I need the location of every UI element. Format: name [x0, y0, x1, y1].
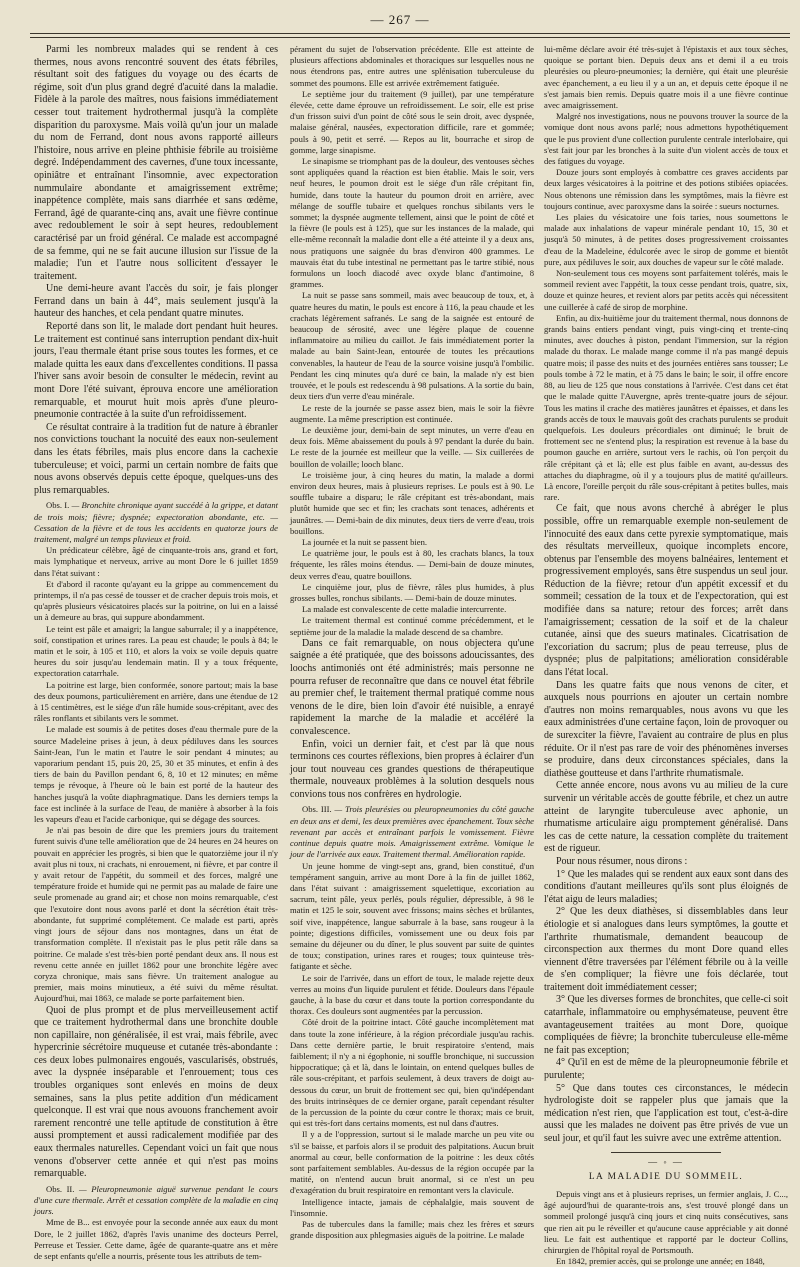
paragraph: Il y a de l'oppression, surtout si le malade marche un peu vite ou s'il se baisse, et parfois alors il se produit des palpitations. Aucun bruit anormal au cœur, belle conformation de la poitrine : les deux côtés sont parfaitement semblables. Au-dessus de la région occupée par la matité, on n'entend aucun bruit anormal, si ce n'est un peu d'exagération du bruit respiratoire en remontant vers la clavicule.	[290, 1129, 534, 1196]
observation-title: — Pleuropneumonie aiguë survenue pendant le cours d'une cure thermale. Arrêt et cessation complète de la maladie en cinq jours.	[34, 1183, 278, 1217]
column-2	[290, 44, 534, 1241]
observation-title: — Trois pleurésies ou pleuropneumonies du côté gauche en deux ans et demi, les deux premières avec épanchement. Toux sèche revenant par accès et entraînant parfois le vomissement. Fièvre continue depuis quatre mois. Amaigrissement extrême. Vomique le jour de l'arrivée aux eaux. Traitement thermal. Amélioration rapide.	[290, 804, 534, 860]
header-rule-thin	[30, 37, 790, 38]
paragraph: lui-même déclare avoir été très-sujet à l'épistaxis et aux toux sèches, quoique se portant bien. Depuis deux ans et demi il a eu trois pleurésies ou pleuro-pneumonies; la dernière, qui était une pleurésie avec épanchement, a eu lieu il y a un an, et depuis cette époque il ne s'est jamais bien remis. Depuis quatre mois il a une fièvre continue avec amaigrissement.	[544, 44, 788, 111]
paragraph: Depuis vingt ans et à plusieurs reprises, un fermier anglais, J. C..., âgé aujourd'hui de quarante-trois ans, s'est trouvé plongé dans un sommeil prolongé jusqu'à cinq jours et cinq nuits consécutives, sans que rien ait pu le réveiller et qu'aucune cause appréciable y ait donné lieu. Le fait est authentique et rapporté par le docteur Collins, chirurgien de l'hôpital royal de Portsmouth.	[544, 1189, 788, 1256]
observation-label: Obs. I.	[46, 500, 70, 511]
column-3	[544, 44, 788, 1267]
paragraph: Le teint est pâle et amaigri; la langue saburrale; il y a inappétence, soif, constipation et urines rares. La peau est chaude; le pouls à 84; le matin et le soir, à 105 et 110, et alors la voix se voile depuis quatre heures du soir jusqu'au lendemain matin. Il y a toux fréquente, expectoration catarrhale.	[34, 623, 278, 679]
paragraph: Pour nous résumer, nous dirons :	[556, 855, 688, 867]
section-divider	[611, 1152, 721, 1153]
column-1	[34, 44, 279, 1262]
observation-title: — Bronchite chronique ayant succédé à la grippe, et datant de trois mois; fièvre; dyspnée; expectoration abondante, etc. — Cessation de la fièvre et de tous les accidents en quatorze jours de traitement, malgré un temps pluvieux et froid.	[34, 500, 279, 544]
paragraph: Parmi les nombreux malades qui se rendent à ces thermes, nous avons rencontré souvent des états fébriles, résultant soit des fatigues du voyage ou des écarts de régime, soit d'un plus grand degré d'acuité dans la maladie. Fidèle à la parole des maîtres, nous faisions immédiatement cesser tout traitement hydrothermal jusqu'à la complète disparition du paroxysme. Mais voilà qu'un jour un malade du nom de Ferrand, dont nous avons rapporté ailleurs l'histoire, nous arrive en pleine phthisie fébrile au troisième degré. Indépendamment des cavernes, d'une toux incessante, opiniâtre et entraînant l'insomnie, avec expectoration nummulaire abondante et amaigrissement extrême; inappétence complète, mais sans diarrhée et sans œdème, Ferrand, âgé de quarante-cinq ans, avait une fièvre continue avec redoublement le soir à sept heures, redoublement caractérisé par un froid général. Ce malade est accompagné de sa femme, qui ne se fait aucune illusion sur l'issue de la maladie; l'un et l'autre nous sollicitent d'essayer le traitement.	[34, 44, 278, 282]
paragraph: Enfin, au dix-huitième jour du traitement thermal, nous donnons de grands bains entiers pendant vingt, puis vingt-cinq et trente-cinq minutes, avec douches à piston, pendant l'immersion, sur la région malade du thorax. Le malade mange comme il n'a pas mangé depuis quatre mois; il passe des nuits et des journées entières sans tousser; Le pouls tombe à 72 le matin, et à 75 dans le bain; le soir, il offre encore 88, au lieu de 125 que nous constations à l'arrivée. C'est dans cet état que le malade quitte l'Auvergne, après trente-quatre jours de séjour. Tous les matins il crache des matières jaunâtres et épaisses, et dans les grands accès de toux le mauvais goût des crachats purulents se produit quelquefois. Les douleurs précordiales ont diminué; le bruit de frottement sec ne s'entend plus; la respiration est revenue à la base du poumon gauche en arrière, surtout vers le rachis, où l'on perçoit du râle crépitant çà et là; elle est plus faible en avant, au-dessus des attaches du diaphragme, où il y a toujours plus de matité qu'ailleurs. Là encore, l'oreille perçoit du râle sous-crépitant à petites bulles, mais rare.	[544, 312, 788, 503]
paragraph: Côté droit de la poitrine intact. Côté gauche incomplètement mat dans toute la zone inférieure, à la région précordiale jusqu'au rachis. Dans cette dernière partie, le bruit respiratoire s'entend, mais faiblement; il n'y a ni égophonie, ni souffle bronchique, ni succussion hippocratique; çà et là, dans le lointain, on entend quelques bulles de râle sous-crépitant, et parfois seulement, à deux travers de doigt au-dessous du cœur, un bruit de frottement sec qui, bien qu'indépendant des bruits intrinsèques de ce dernier organe, paraît cependant résulter de la percussion de la pointe du cœur contre le thorax; mais ce bruit, qui est très-fort dans certains moments, est nul dans d'autres.	[290, 1017, 534, 1129]
paragraph: En 1842, premier accès, qui se prolonge une année; en 1848,	[556, 1256, 765, 1267]
paragraph: Un jeune homme de vingt-sept ans, grand, bien constitué, d'un tempérament sanguin, arrive au mont Dore à la fin de juillet 1862, dans l'état suivant : amaigrissement squelettique, excoriation au sacrum, teint pâle, yeux perlés, pouls régulier, dépressible, à 98 le matin et 125 le soir, souvent avec frissons; mains sèches et brûlantes, soif vive, inappétence, langue saburrale à la base, sans rougeur à la pointe; digestions difficiles, vomissement une ou deux fois par semaine du déjeuner ou du dîner, le plus souvent par suite de quintes de toux; constipation, urines rares et rouges; toux quinteuse très-fatigante et sèche.	[290, 860, 534, 972]
paragraph: Ce fait, que nous avons cherché à abréger le plus possible, offre un remarquable exemple non-seulement de l'innocuité des eaux dans cette pyrexie symptomatique, mais des résultats merveilleux, quoique incomplets encore, obtenus par l'ensemble des moyens balnéaires, lentement et progressivement employés, sans être suspendus un seul jour. Réduction de la fièvre; retour d'un appétit excessif et du sommeil; cessation de la toux et de l'expectoration, qui est modifiée dans sa nature; retour des forces; arrêt dans l'amaigrissement; cessation de la soif et de la chaleur cutanée, ainsi que des sueurs matinales. Cicatrisation de l'excoriation du sacrum; plus de peau terreuse, plus de dyspnée; plus de palpitations; amélioration considérable dans l'état local.	[544, 503, 788, 679]
paragraph: Non-seulement tous ces moyens sont parfaitement tolérés, mais le sommeil revient avec l'appétit, la toux cesse pendant trois, quatre, six, douze et quinze heures, et revient alors par petits accès qui nécessitent une cuillerée à café de sirop de morphine.	[544, 268, 788, 312]
paragraph: Cette année encore, nous avons vu au milieu de la cure survenir un véritable accès de goutte fébrile, et chez un autre atteint de laryngite tuberculeuse avec aphonie, un rhumatisme articulaire aigu promptement généralisé. Dans les cas de cette nature, la cessation complète du traitement est de rigueur.	[544, 780, 788, 855]
paragraph: pérament du sujet de l'observation précédente. Elle est atteinte de plusieurs affections abdominales et thoraciques sur lesquelles nous ne nous étendrons pas, entre autres une splénisation tuberculeuse du sommet des poumons. Elle est arrivée extrêmement fatiguée.	[290, 44, 534, 88]
paragraph: La malade est convalescente de cette maladie intercurrente.	[302, 604, 507, 615]
paragraph: 5° Que dans toutes ces circonstances, le médecin hydrologiste doit se rappeler plus que jamais que la médication n'est rien, que l'application est tout, c'est-à-dire aussi que les malades ne doivent pas être privés de vue un seul jour, et qu'il faut les suivre avec une extrême attention.	[544, 1082, 788, 1145]
paragraph: Le deuxième jour, demi-bain de sept minutes, un verre d'eau en deux fois. Même abaissement du pouls à 97 pendant la durée du bain. Le reste de la journée est meilleur que la veille. — Six cuillerées de bouillon de volaille; looch blanc.	[290, 424, 534, 469]
paragraph: Le soir de l'arrivée, dans un effort de toux, le malade rejette deux verres au moins d'un liquide purulent et fétide. Douleurs dans l'épaule gauche, à la base du cœur et dans toute la portion correspondante du thorax. Ces douleurs sont augmentées par la percussion.	[290, 972, 534, 1017]
paragraph: 3° Que les diverses formes de bronchites, que celle-ci soit catarrhale, inflammatoire ou emphysémateuse, peuvent être avantageusement traitées au mont Dore, quoique compliquées de fièvre; la bronchite tuberculeuse elle-même ne fait pas exception;	[544, 994, 788, 1056]
paragraph: Une demi-heure avant l'accès du soir, je fais plonger Ferrand dans un bain à 44°, mais seulement jusqu'à la hauteur des hanches, et cela pendant quatre minutes.	[34, 283, 278, 320]
section-ornament: — ◦ —	[648, 1156, 684, 1167]
paragraph: Quoi de plus prompt et de plus merveilleusement actif que ce traitement hydrothermal dans une bronchite double non capillaire, non généralisée, il est vrai, mais fébrile, avec hypercrinie sécrétoire muqueuse et cutanée très-abondante : ces deux lobes pulmonaires engoués, vascularisés, obstrués, avec la dyspnée inséparable et l'enrouement; tous ces troubles organiques sont enlevés en moins de deux semaines, sans la plus petite addition d'un médicament quelconque. Il est vrai que nous avouons franchement avoir rarement rencontré une telle aptitude de constitution à être aussi promptement et aussi radicalement modifiée par des eaux thermales naturelles. Cependant voici un fait que nous venons d'observer cette année et qui n'est pas moins remarquable.	[34, 1004, 278, 1180]
paragraph: Les plaies du vésicatoire une fois taries, nous soumettons le malade aux inhalations de vapeur minérale pendant 10, 15, 30 et jusqu'à 50 minutes, à de petites doses progressivement croissantes d'eau de la Madeleine, édulcorée avec le sirop de gomme et bientôt pure, aux pédiluves le soir, aux douches de vapeur sur le côté malade.	[544, 212, 788, 267]
paragraph: Et d'abord il raconte qu'ayant eu la grippe au commencement du printemps, il n'a pas cessé de tousser et de cracher depuis trois mois, et qu'après plusieurs vésicatoires placés sur la poitrine, on lui en a laissé un à demeure au bras, qui suppure abondamment.	[34, 578, 278, 623]
paragraph: Le quatrième jour, le pouls est à 80, les crachats blancs, la toux fréquente, les râles moins étendus. — Demi-bain de douze minutes, deux verres d'eau, quatre bouillons.	[290, 548, 534, 581]
paragraph: Dans ce fait remarquable, on nous objectera qu'une saignée a été pratiquée, que des boissons adoucissantes, des loochs antimoniés ont été administrés; mais personne ne pourra refuser de reconnaître que dans ce nouvel état fébrile au premier chef, le traitement thermal pratiqué comme nous venons de le dire, bien loin d'avoir été nuisible, a enrayé rapidement la marche de la maladie et accéléré la convalescence.	[290, 637, 534, 737]
paragraph: Enfin, voici un dernier fait, et c'est par là que nous terminons ces courtes réflexions, bien propres à éclairer d'un jour tout nouveau ces grandes questions de thérapeutique thermale, nouveaux problèmes à la solution desquels nous convions tous nos confrères en hydrologie.	[290, 738, 534, 800]
header-rule	[30, 33, 790, 34]
observation-heading	[34, 500, 278, 545]
observation-label: Obs. III.	[302, 804, 332, 815]
section-title: LA MALADIE DU SOMMEIL.	[588, 1171, 744, 1182]
paragraph: Le troisième jour, à cinq heures du matin, la malade a dormi environ deux heures, mais à plusieurs reprises. Le pouls est à 90. Le souffle tubaire a disparu; le râle crépitant est très-abondant, mais plutôt humide que sec et fin; les crachats sont tenaces, adhérents et jaunâtres. — Demi-bain de dix minutes, deux tiers de verre d'eau, trois bouillons.	[290, 469, 534, 536]
paragraph: Douze jours sont employés à combattre ces graves accidents par deux larges vésicatoires à la poitrine et des potions stibiées opiacées. Nous obtenons une rémission dans les symptômes, mais la fièvre est toujours continue, avec paroxysme dans la soirée : sueurs nocturnes.	[544, 167, 788, 211]
paragraph: 1° Que les malades qui se rendent aux eaux sont dans des conditions d'autant meilleures qu'ils sont plus éloignés de l'état aigu de leurs maladies;	[544, 868, 788, 905]
paragraph: Pas de tubercules dans la famille; mais chez les frères et sœurs grande disposition aux phlegmasies aiguës de la poitrine. Le malade	[290, 1219, 534, 1241]
paragraph: 4° Qu'il en est de même de la pleuropneumonie fébrile et purulente;	[544, 1057, 788, 1082]
paragraph: La poitrine est large, bien conformée, sonore partout; mais la base des deux poumons, particulièrement en arrière, dans une étendue de 12 à 15 centimètres, est le siége d'un râle humide sous-crépitant, avec des râles ronflants et sibilants vers le sommet.	[34, 679, 278, 724]
paragraph: Le septième jour du traitement (9 juillet), par une température élevée, cette dame éprouve un refroidissement. Le soir, elle est prise d'un frisson suivi d'un point de côté sous le sein droit, avec dyspnée, malaise général, nausées, expectoration difficile, rare et gommée; pouls à 90, petit et serré. — Repos au lit, bourrache et sirop de gomme, large sinapisme.	[290, 88, 534, 155]
paragraph: Mme de B... est envoyée pour la seconde année aux eaux du mont Dore, le 2 juillet 1862, d'après l'avis unanime des docteurs Perrel, Perreuse et Tessier. Cette dame, âgée de quarante-quatre ans et mère de sept enfants qu'elle a nourris, présente tous les attributs de tem-	[34, 1217, 278, 1262]
observation-label: Obs. II.	[46, 1183, 75, 1194]
paragraph: Ce résultat contraire à la tradition fut de nature à ébranler nos convictions touchant la nocuité des eaux non-seulement dans les états fébriles, mais plus encore dans la cachexie tuberculeuse; et voici, parmi un certain nombre de faits que nous avons observés depuis cette époque, quelques-uns des plus remarquables.	[34, 421, 278, 496]
paragraph: Dans les quatre faits que nous venons de citer, et auxquels nous pourrions en ajouter un certain nombre d'autres non moins remarquables, nous avons vu que les eaux administrées d'une certaine façon, loin de provoquer ou de surexciter la fièvre, l'avaient au contraire de plus en plus réduite. Or il n'est pas rare de voir des phénomènes inverses se produire, dans deux circonstances spéciales, dans la diathèse goutteuse et dans l'arthrite rhumatismale.	[544, 679, 788, 779]
paragraph: Malgré nos investigations, nous ne pouvons trouver la source de la vomique dont nous avons parlé; nous admettons hypothétiquement que le pus provient d'une collection purulente centrale interlobaire, qui s'est fait jour par les bronches à la suite d'un violent accès de toux et des fatigues du voyage.	[544, 111, 788, 167]
paragraph: Reporté dans son lit, le malade dort pendant huit heures. Le traitement est continué sans interruption pendant dix-huit jours, l'eau thermale étant prise sous toutes les formes, et ce malade quitta les eaux dans d'excellentes conditions. Il passa l'hiver sans avoir besoin de consulter le médecin, revint au mont Dore l'été suivant, éprouva encore une amélioration remarquable, et mourut huit mois après d'une pleuro-pneumonie contractée à la suite d'un refroidissement.	[34, 321, 278, 421]
paragraph: La nuit se passe sans sommeil, mais avec beaucoup de toux, et, à quatre heures du matin, le pouls est encore à 116, la peau chaude et les crachats légèrement safranés. Le sang de la saignée est entouré de beaucoup de sérosité, avec une légère plaque de couenne inflammatoire au milieu du caillot. Je fais immédiatement porter la malade au bain Saint-Jean, entourée de toutes les précautions convenables, la hauteur de l'eau de la source voisine jusqu'à l'ombilic. Pendant les cinq minutes qu'a duré ce bain, la malade n'y est bien trouvée, et le pouls est redescendu à 98 pulsations. A la sortie du bain, deux tiers d'un verre d'eau minérale.	[290, 290, 534, 402]
paragraph: 2° Que les deux diathèses, si dissemblables dans leur étiologie et si analogues dans leurs symptômes, la goutte et l'arthrite rhumatismale, demandent beaucoup de circonspection aux thermes du mont Dore quand elles viennent d'être traversées par l'élément fébrile ou à la veille de s'en compliquer; la fièvre une fois déclarée, tout traitement doit immédiatement cesser;	[544, 906, 788, 993]
paragraph: Le cinquième jour, plus de fièvre, râles plus humides, à plus grosses bulles, ronchus sibilants. — Demi-bain de douze minutes.	[290, 581, 534, 603]
paragraph: Intelligence intacte, jamais de céphalalgie, mais souvent de l'insomnie.	[290, 1196, 534, 1218]
paragraph: Le reste de la journée se passe assez bien, mais le soir la fièvre augmente. La même prescription est continuée.	[290, 402, 534, 424]
paragraph: Je n'ai pas besoin de dire que les premiers jours du traitement furent suivis d'une telle amélioration que de 24 heures en 24 heures on pouvait en apprécier les progrès, si bien que le quatorzième jour il n'y avait plus ni toux, ni crachats, ni enrouement, ni fièvre, et par contre il y avait retour de l'appétit, du sommeil et des forces, malgré une température froide et humide qui ne permit pas au malade de faire une seule promenade au grand air; et chose non moins remarquable, c'est que l'exutoire dont nous avons parlé et dont la sécrétion était très-abondante, fut supprimé complétement. Ce malade est parti, après vingt jours de séjour dans nos montagnes, dans un état de transformation complète. Il n'existait pas le plus petit râle dans sa poitrine. Ce malade s'est très-bien porté pendant deux ans. Il nous est revenu cette année en juillet 1862 pour une bronchite légère avec coryza chronique, mais sans fièvre. Un traitement analogue au premier, mais moins minutieux, a été suivi du même résultat. Aujourd'hui, mai 1863, ce malade se porte parfaitement bien.	[34, 825, 278, 1004]
page-number: — 267 —	[370, 12, 430, 27]
observation-heading	[34, 1184, 278, 1218]
observation-heading	[290, 804, 534, 860]
paragraph: Le traitement thermal est continué comme précédemment, et le septième jour de la maladie la malade descend de sa chambre.	[290, 615, 534, 637]
paragraph: Le sinapisme se triomphant pas de la douleur, des ventouses sèches sont appliquées quand la réaction est bien établie. Mais le soir, vers neuf heures, le poumon droit est le siége d'un râle crépitant fin, humide, dans toute la hauteur du poumon droit en arrière, avec mélange de souffle tubaire et quelques ronchus sibilants vers le sommet; la dyspnée augmente tellement, ainsi que le point de côté et la fièvre (le pouls est à 125), que sur les instances de la malade, qui elle-même reconnaît la maladie dont elle a été atteinte il y a deux ans, nous pratiquons une saignée du bras d'environ 400 grammes. Le mauvais état du tube intestinal ne permettant pas le tartre stibié, nous formulons un looch diacodé avec oxyde blanc d'antimoine, 8 grammes.	[290, 156, 534, 290]
paragraph: Un prédicateur célèbre, âgé de cinquante-trois ans, grand et fort, mais lymphatique et nerveux, arrive au mont Dore le 6 juillet 1859 dans l'état suivant :	[34, 545, 278, 578]
paragraph: Le malade est soumis à de petites doses d'eau thermale pure de la source Madeleine prises à jeun, à deux pédiluves dans les sources Saint-Jean, l'un le matin et l'autre le soir pendant 4 minutes; au vaporarium pendant 15, puis 20, 25, 30 et 35 minutes, et enfin à des tiers de bain du Pavillon pendant 6, 8, 10 et 12 minutes; en même temps je révoque, à l'heure où le bain est porté de la hauteur des hanches jusqu'à la voûte diaphragmatique. Dans les derniers temps la face est inclinée à la surface de l'eau, de manière à absorber à la fois les vapeurs d'eau et l'acide carbonique, qui se dégage des sources.	[34, 724, 278, 825]
paragraph: La journée et la nuit se passent bien.	[302, 536, 428, 547]
